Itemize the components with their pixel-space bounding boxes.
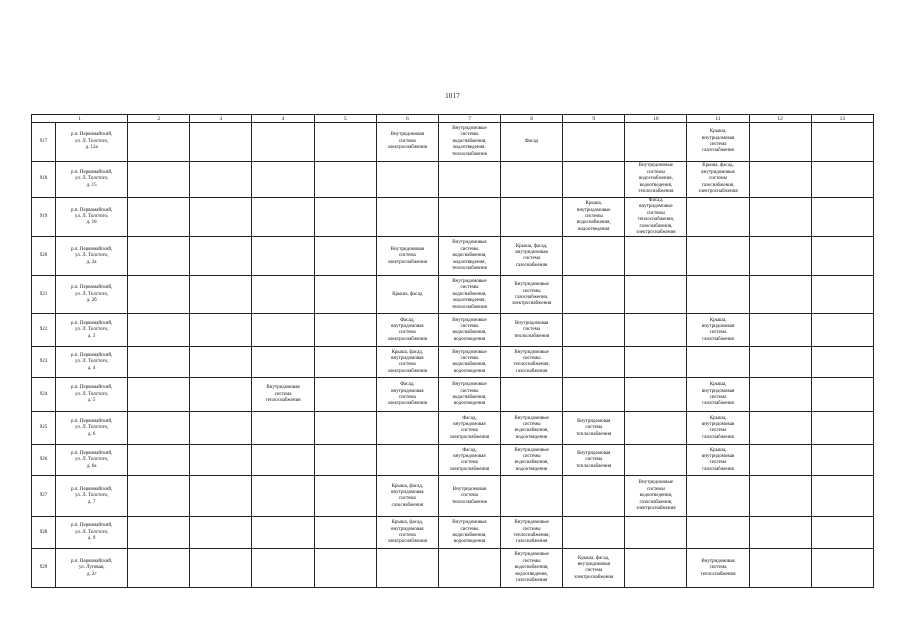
work-cell [687,412,749,445]
address-cell [56,123,128,162]
cell-text: 926 [39,457,48,463]
work-cell [128,314,190,347]
work-cell [438,517,500,549]
address-cell [56,198,128,237]
work-cell [438,476,500,517]
cell-text: р.п. Первомайский, ул. Л. Толстого, д. 2а [70,246,113,265]
address-cell [56,347,128,378]
address-cell [56,412,128,445]
column-header: 2 [128,115,190,123]
work-cell [811,198,873,237]
cell-text: 923 [39,359,48,365]
table-row [32,476,874,517]
work-cell [687,237,749,276]
column-header: 13 [811,115,873,123]
work-cell [563,276,625,314]
work-cell [501,412,563,445]
work-cell [438,314,500,347]
row-number-cell [32,378,56,412]
table-row [32,123,874,162]
work-cell [314,412,376,445]
column-header: 6 [376,115,438,123]
work-cell [501,378,563,412]
table-row [32,347,874,378]
work-cell [563,378,625,412]
address-cell [56,237,128,276]
cell-text: Внутридомовая система электроснабжения [387,132,427,151]
work-cell [190,378,252,412]
work-cell [314,517,376,549]
work-cell [128,276,190,314]
table-row [32,162,874,198]
address-cell [56,517,128,549]
cell-text: Фасад, внутридомовая система электроснабжения [449,447,490,472]
work-cell [563,549,625,588]
column-header: 5 [314,115,376,123]
work-cell [749,476,811,517]
work-cell [625,314,687,347]
table-row [32,517,874,549]
cell-text: Внутридомовые системы водоснабжения, водоотведения [452,317,487,342]
work-cell [625,198,687,237]
row-number-cell [32,549,56,588]
cell-text: р.п. Первомайский, ул. Л. Толстого, д. 15 [70,169,113,188]
work-cell [314,276,376,314]
address-cell [56,314,128,347]
work-cell [625,476,687,517]
work-cell [252,162,314,198]
work-cell [687,314,749,347]
work-cell [314,549,376,588]
cell-text: Внутридомовая система теплоснабжения [576,418,612,437]
work-cell [501,276,563,314]
work-cell [563,162,625,198]
work-cell [128,445,190,476]
work-cell [252,123,314,162]
work-cell [625,549,687,588]
work-cell [252,412,314,445]
cell-text: Крыша, фасад [392,291,423,297]
work-cell [438,276,500,314]
cell-text: Фасад, внутридомовые системы теплоснабжения, газоснабжения, электроснабжения [636,198,676,236]
cell-text: р.п. Первомайский, ул. Л. Толстого, д. 7 [70,486,113,505]
cell-text: р.п. Первомайский, ул. Л. Толстого, д. 2б [70,285,113,304]
work-cell [438,412,500,445]
cell-text: Крыша, фасад, внутридомовая система электроснабжения [574,555,614,580]
work-cell [128,549,190,588]
work-cell [376,378,438,412]
row-number-cell [32,123,56,162]
row-number-cell [32,314,56,347]
work-cell [687,378,749,412]
cell-text: Внутридомовая система электроснабжения [387,246,427,265]
work-cell [190,276,252,314]
work-cell [128,476,190,517]
column-header: 12 [749,115,811,123]
column-header: 10 [625,115,687,123]
cell-text: р.п. Первомайский, ул. Л. Толстого, д. 4 [70,352,113,371]
work-cell [501,198,563,237]
column-header: 7 [438,115,500,123]
cell-text: Крыша, фасад, внутридомовая система газоснабжения [391,483,424,508]
work-cell [252,517,314,549]
work-cell [687,162,749,198]
cell-text: Внутридомовая система теплоснабжения [576,450,612,469]
work-cell [438,445,500,476]
work-cell [501,476,563,517]
work-cell [687,476,749,517]
work-cell [252,276,314,314]
work-cell [190,198,252,237]
work-cell [190,314,252,347]
cell-text: р.п. Первомайский, ул. Л. Толстого, д. 9 [70,523,113,542]
address-cell [56,378,128,412]
work-cell [625,276,687,314]
work-cell [811,549,873,588]
column-header: 11 [687,115,749,123]
cell-text: Внутридомовые системы водоснабжения, водоотведения [452,520,487,545]
table-row [32,378,874,412]
work-cell [749,123,811,162]
work-cell [438,162,500,198]
work-cell [376,476,438,517]
cell-text: р.п. Первомайский, ул. Л. Толстого, д. 3 [70,320,113,339]
row-number-cell [32,517,56,549]
work-cell [625,347,687,378]
column-header: 1 [32,115,128,123]
work-cell [625,162,687,198]
work-cell [376,198,438,237]
cell-text: Крыша, внутридомовая система газоснабжения [701,129,735,154]
cell-text: Фасад, внутридомовая система электроснабжения [387,382,427,407]
cell-text: 921 [39,291,48,297]
row-number-cell [32,198,56,237]
cell-text: Крыша, внутридомовая система газоснабжения [701,447,735,472]
repair-schedule-table [31,114,874,588]
work-cell [687,445,749,476]
work-cell [749,198,811,237]
work-cell [749,237,811,276]
work-cell [314,198,376,237]
work-cell [128,237,190,276]
work-cell [687,198,749,237]
work-cell [376,276,438,314]
row-number-cell [32,237,56,276]
cell-text: Крыша, внутридомовая система газоснабжения [701,382,735,407]
work-cell [252,314,314,347]
cell-text: Внутридомовые системы водоснабжения, водоотведения, теплоснабжения [451,125,487,157]
cell-text: Внутридомовая система теплоснабжения [265,385,301,404]
work-cell [687,123,749,162]
work-cell [625,517,687,549]
cell-text: 928 [39,529,48,535]
work-cell [811,378,873,412]
cell-text: Внутридомовая система теплоснабжения [700,558,736,577]
cell-text: Внутридомовые системы теплоснабжения, газоснабжения [513,349,550,374]
work-cell [501,237,563,276]
cell-text: 927 [39,493,48,499]
cell-text: Внутридомовые системы водоснабжения, водоотведения, теплоснабжения [451,278,487,310]
work-cell [749,517,811,549]
cell-text: Внутридомовые системы водоснабжения, водоотведения, теплоснабжения [638,163,674,195]
table-row [32,237,874,276]
work-cell [128,517,190,549]
cell-text: Фасад [525,138,539,144]
cell-text: Внутридомовые системы водоснабжения, водоотведения [452,382,487,407]
work-cell [687,517,749,549]
work-cell [252,549,314,588]
work-cell [563,517,625,549]
work-cell [749,162,811,198]
work-cell [376,314,438,347]
cell-text: р.п. Первомайский, ул. Л. Толстого, д. 6а [70,450,113,469]
work-cell [687,549,749,588]
table-row [32,549,874,588]
work-cell [749,347,811,378]
work-cell [376,445,438,476]
work-cell [749,412,811,445]
column-header: 9 [563,115,625,123]
work-cell [501,445,563,476]
address-cell [56,445,128,476]
row-number-cell [32,162,56,198]
table-row [32,314,874,347]
work-cell [811,314,873,347]
cell-text: Внутридомовые системы водоснабжения, водоотведения [514,415,549,440]
work-cell [190,162,252,198]
work-cell [252,476,314,517]
work-cell [376,517,438,549]
cell-text: р.п. Первомайский, ул. Л. Толстого, д. 12а [70,132,113,151]
row-number-cell [32,276,56,314]
cell-text: 922 [39,327,48,333]
page-number: 1017 [445,92,460,100]
work-cell [501,314,563,347]
work-cell [376,162,438,198]
work-cell [811,276,873,314]
cell-text: р.п. Первомайский, ул. Л. Толстого, д. 5 [70,385,113,404]
work-cell [625,412,687,445]
work-cell [811,476,873,517]
work-cell [563,445,625,476]
address-cell [56,276,128,314]
work-cell [190,445,252,476]
work-cell [438,378,500,412]
cell-text: Крыша, фасад, внутридомовая система газоснабжения [515,243,548,268]
work-cell [314,162,376,198]
address-cell [56,162,128,198]
header-row [32,115,874,123]
work-cell [563,314,625,347]
work-cell [749,276,811,314]
work-cell [501,517,563,549]
row-number-cell [32,445,56,476]
cell-text: Внутридомовые системы газоснабжения, электроснабжения [511,282,552,307]
cell-text: р.п. Первомайский, ул. Л. Толстого, д. 18 [70,207,113,226]
cell-text: Внутридомовые системы водоснабжения, водоотведения [452,349,487,374]
work-cell [376,347,438,378]
cell-text: Внутридомовые системы водоснабжения, водоотведения, газоснабжения [514,552,549,584]
work-cell [811,123,873,162]
work-cell [314,123,376,162]
column-header: 4 [252,115,314,123]
column-header: 3 [190,115,252,123]
work-cell [811,162,873,198]
work-cell [687,347,749,378]
work-cell [563,476,625,517]
work-cell [438,549,500,588]
work-cell [190,123,252,162]
cell-text: Крыша, внутридомовые системы водоснабжения, водоотведения [576,201,611,232]
cell-text: Крыша, фасад, внутридомовые системы газоснабжения, электроснабжения [698,163,738,195]
cell-text: р.п. Первомайский, ул. Луговая, д. 2г [70,558,113,577]
cell-text: Крыша, внутридомовая система газоснабжения [701,415,735,440]
work-cell [811,445,873,476]
work-cell [128,378,190,412]
work-cell [190,549,252,588]
work-cell [438,123,500,162]
cell-text: 920 [39,253,48,259]
address-cell [56,549,128,588]
work-cell [811,347,873,378]
work-cell [438,347,500,378]
work-cell [563,347,625,378]
work-cell [749,549,811,588]
table-row [32,276,874,314]
work-cell [563,123,625,162]
work-cell [128,198,190,237]
cell-text: Внутридомовые системы водоотведения, газоснабжения, электроснабжения [636,480,676,512]
work-cell [563,237,625,276]
work-cell [811,412,873,445]
cell-text: Внутридомовые системы водоснабжения, водоотведения, теплоснабжения [451,240,487,272]
cell-text: 917 [39,138,48,144]
work-cell [252,378,314,412]
work-cell [625,123,687,162]
work-cell [190,412,252,445]
work-cell [252,347,314,378]
work-cell [811,517,873,549]
work-cell [811,237,873,276]
work-cell [314,347,376,378]
work-cell [376,237,438,276]
cell-text: Внутридомовая система теплоснабжения [514,320,550,339]
cell-text: Внутридомовые системы водоснабжения, водоотведения [514,447,549,472]
work-cell [314,445,376,476]
work-cell [376,123,438,162]
work-cell [625,237,687,276]
work-cell [501,162,563,198]
cell-text: Внутридомовые системы теплоснабжения, газоснабжения [513,520,550,545]
work-cell [252,445,314,476]
table-row [32,412,874,445]
work-cell [128,123,190,162]
work-cell [128,412,190,445]
cell-text: 925 [39,425,48,431]
work-cell [314,476,376,517]
work-cell [314,378,376,412]
work-cell [190,476,252,517]
work-cell [749,314,811,347]
work-cell [376,549,438,588]
work-cell [563,412,625,445]
table-row [32,198,874,237]
cell-text: Внутридомовая система теплоснабжения [451,486,487,505]
address-cell [56,476,128,517]
cell-text: Фасад, внутридомовая система электроснабжения [387,317,427,342]
work-cell [190,347,252,378]
work-cell [749,378,811,412]
cell-text: 924 [39,391,48,397]
work-cell [501,549,563,588]
cell-text: Крыша, внутридомовая система газоснабжения [701,317,735,342]
work-cell [563,198,625,237]
cell-text: 919 [39,214,48,220]
cell-text: 929 [39,565,48,571]
work-cell [749,445,811,476]
table-row [32,445,874,476]
work-cell [376,412,438,445]
work-cell [687,276,749,314]
column-header: 8 [501,115,563,123]
row-number-cell [32,412,56,445]
work-cell [438,198,500,237]
work-cell [501,123,563,162]
work-cell [252,237,314,276]
cell-text: 918 [39,176,48,182]
cell-text: Фасад, внутридомовая система электроснабжения [449,415,490,440]
cell-text: р.п. Первомайский, ул. Л. Толстого, д. 6 [70,418,113,437]
work-cell [252,198,314,237]
work-cell [190,517,252,549]
work-cell [128,162,190,198]
work-cell [314,237,376,276]
work-cell [625,378,687,412]
cell-text: Крыша, фасад, внутридомовая система электроснабжения [387,520,427,545]
work-cell [128,347,190,378]
row-number-cell [32,347,56,378]
work-cell [438,237,500,276]
work-cell [625,445,687,476]
row-number-cell [32,476,56,517]
work-cell [314,314,376,347]
work-cell [190,237,252,276]
work-cell [501,347,563,378]
cell-text: Крыша, фасад, внутридомовая система электроснабжения [387,349,427,374]
